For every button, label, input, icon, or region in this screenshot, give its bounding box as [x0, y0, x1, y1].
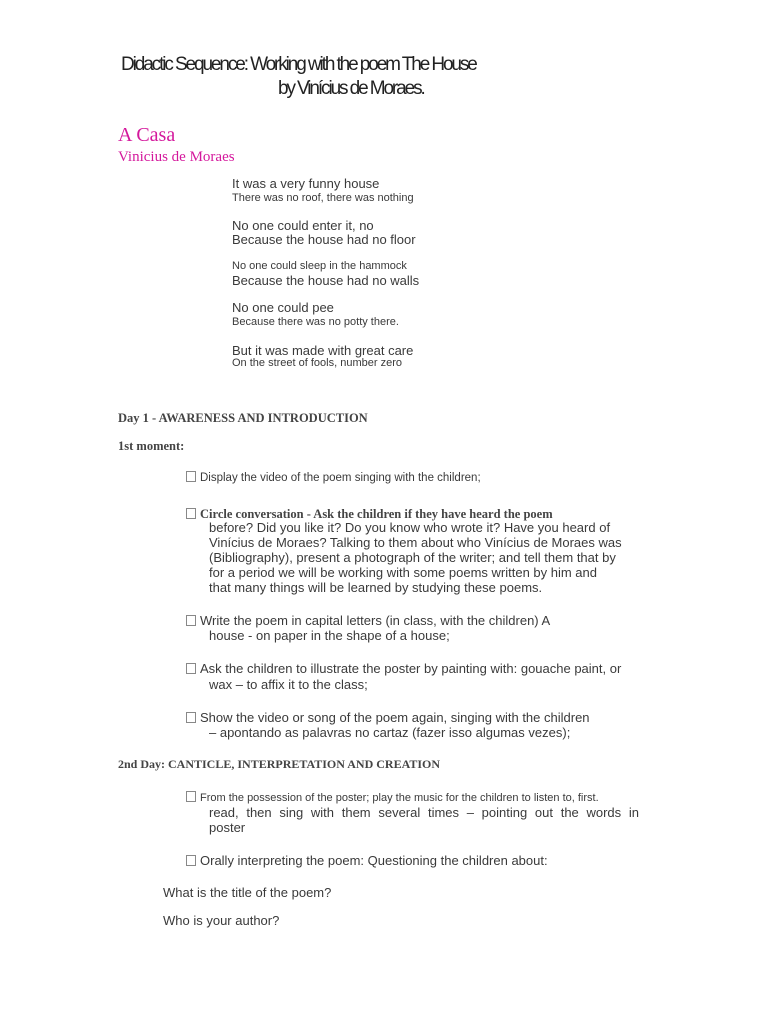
poem-line: No one could sleep in the hammock — [232, 260, 407, 272]
list-item-text: Ask the children to illustrate the poster by painting with: gouache paint, or — [200, 661, 622, 676]
list-item-text: Show the video or song of the poem again, singing with the children — [200, 710, 590, 725]
poem-line: Because the house had no floor — [232, 232, 416, 247]
checkbox-bullet-icon — [186, 615, 196, 626]
list-item-continuation: house - on paper in the shape of a house; — [209, 628, 450, 643]
poem-line: But it was made with great care — [232, 343, 414, 358]
poem-line: No one could enter it, no — [232, 218, 374, 233]
paragraph-line: that many things will be learned by studying these poems. — [209, 580, 543, 595]
document-title-line2: by Vinícius de Moraes. — [278, 78, 424, 99]
checkbox-bullet-icon — [186, 663, 196, 674]
list-item — [186, 661, 621, 676]
poem-line: On the street of fools, number zero — [232, 357, 402, 369]
checkbox-bullet-icon — [186, 855, 196, 866]
list-item-text: Write the poem in capital letters (in class, with the children) A — [200, 613, 551, 628]
list-item — [186, 791, 599, 804]
paragraph-line: for a period we will be working with some poems written by him and — [209, 565, 598, 580]
list-item — [186, 853, 548, 868]
day1-heading: Day 1 - AWARENESS AND INTRODUCTION — [118, 411, 368, 425]
list-item-continuation — [209, 520, 622, 595]
list-item — [186, 710, 590, 725]
poem-line: Because the house had no walls — [232, 273, 420, 288]
paragraph-line: Vinícius de Moraes? Talking to them about who Vinícius de Moraes was — [209, 535, 622, 550]
checkbox-bullet-icon — [186, 712, 196, 723]
poem-author: Vinicius de Moraes — [118, 149, 235, 165]
list-item-continuation: read, then sing with them several times – pointing out the words in — [209, 805, 639, 820]
paragraph-line: before? Did you like it? Do you know who wrote it? Have you heard of — [209, 520, 611, 535]
list-item-bold-text: Circle conversation - Ask the children if they have heard the poem — [200, 507, 553, 521]
list-item-text: Orally interpreting the poem: Questioning the children about: — [200, 853, 548, 868]
poem-line: It was a very funny house — [232, 176, 380, 191]
list-item-text: From the possession of the poster; play the music for the children to listen to, first. — [200, 792, 599, 804]
day1-moment-label: 1st moment: — [118, 439, 185, 453]
checkbox-bullet-icon — [186, 791, 196, 802]
poem-line: No one could pee — [232, 300, 334, 315]
question-text: What is the title of the poem? — [163, 885, 332, 900]
list-item-text: Display the video of the poem singing with the children; — [200, 472, 481, 484]
poem-line: There was no roof, there was nothing — [232, 192, 414, 204]
paragraph-line: (Bibliography), present a photograph of the writer; and tell them that by — [209, 550, 616, 565]
list-item — [186, 471, 481, 484]
poem-line: Because there was no potty there. — [232, 316, 399, 328]
list-item-continuation: poster — [209, 820, 246, 835]
document-title-line1: Didactic Sequence: Working with the poem The House — [121, 54, 476, 75]
checkbox-bullet-icon — [186, 508, 196, 519]
list-item-continuation: – apontando as palavras no cartaz (fazer isso algumas vezes); — [209, 725, 571, 740]
poem-title: A Casa — [118, 124, 176, 146]
day2-heading: 2nd Day: CANTICLE, INTERPRETATION AND CREATION — [118, 757, 441, 771]
checkbox-bullet-icon — [186, 471, 196, 482]
question-text: Who is your author? — [163, 913, 280, 928]
list-item-continuation: wax – to affix it to the class; — [209, 677, 368, 692]
list-item — [186, 613, 550, 628]
